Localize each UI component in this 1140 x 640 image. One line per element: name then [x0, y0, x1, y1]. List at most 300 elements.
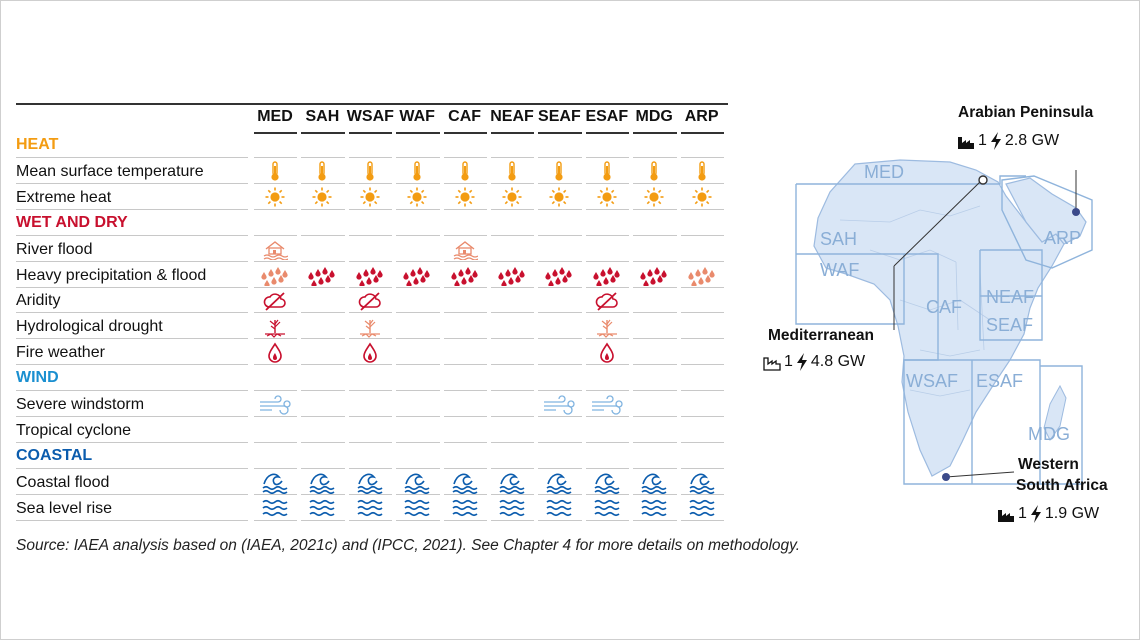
hazard-label: Mean surface temperature — [16, 162, 204, 180]
category-label: WET AND DRY — [16, 213, 128, 231]
hazard-row — [16, 418, 728, 443]
africa-region-map — [780, 150, 1120, 490]
cell-divider — [681, 364, 724, 365]
hazard-cell-med — [252, 315, 298, 338]
cell-divider — [538, 416, 581, 417]
wave-icon — [403, 470, 431, 494]
cell-divider — [491, 261, 534, 262]
hazard-cell-wsaf — [347, 264, 393, 287]
hazard-cell-esaf — [584, 419, 630, 442]
hazard-label: Tropical cyclone — [16, 421, 132, 439]
hazard-cell-seaf — [536, 419, 582, 442]
cell-divider — [633, 235, 676, 236]
cell-divider — [254, 312, 297, 313]
cell-divider — [301, 364, 344, 365]
cell-divider — [491, 520, 534, 521]
cell-divider — [633, 312, 676, 313]
raindrops-icon — [450, 264, 480, 286]
hazard-row — [16, 288, 728, 313]
dry-plant-icon — [594, 316, 620, 338]
hazard-cell-sah — [299, 497, 345, 520]
hazard-cell-esaf — [584, 238, 630, 261]
wave-icon — [688, 470, 716, 494]
sun-icon — [264, 186, 286, 208]
cell-divider — [254, 235, 297, 236]
cell-divider — [254, 390, 297, 391]
hazard-cell-caf — [442, 238, 488, 261]
cell-divider — [254, 157, 297, 158]
row-divider — [16, 235, 248, 236]
column-header-esaf: ESAF — [585, 108, 629, 125]
cell-divider — [349, 312, 392, 313]
hazard-row — [16, 392, 728, 417]
hazard-cell-waf — [394, 160, 440, 183]
hazard-cell-waf — [394, 471, 440, 494]
hazard-cell-caf — [442, 160, 488, 183]
house-flood-icon — [262, 238, 288, 260]
thermometer-icon — [269, 160, 281, 182]
row-divider — [16, 520, 248, 521]
cell-divider — [254, 416, 297, 417]
hazard-cell-sah — [299, 264, 345, 287]
callout-value-mediterranean — [762, 352, 865, 372]
sea-level-icon — [451, 497, 479, 519]
category-row — [16, 133, 728, 158]
hazard-cell-sah — [299, 289, 345, 312]
row-divider — [16, 312, 248, 313]
hazard-row — [16, 159, 728, 184]
hazard-cell-mdg — [631, 393, 677, 416]
thermometer-icon — [648, 160, 660, 182]
cell-divider — [349, 364, 392, 365]
map-label-med: MED — [864, 162, 904, 182]
hazard-label: Aridity — [16, 292, 61, 310]
hazard-cell-wsaf — [347, 341, 393, 364]
cell-divider — [538, 468, 581, 469]
reactor-count: 1 — [978, 132, 987, 149]
hazard-cell-wsaf — [347, 289, 393, 312]
hazard-label: Sea level rise — [16, 499, 113, 517]
cell-divider — [491, 416, 534, 417]
cell-divider — [254, 520, 297, 521]
hazard-label: Hydrological drought — [16, 318, 163, 336]
hazard-cell-waf — [394, 289, 440, 312]
hazard-cell-waf — [394, 497, 440, 520]
cell-divider — [491, 209, 534, 210]
cell-divider — [586, 183, 629, 184]
column-header-arp: ARP — [684, 108, 719, 125]
arabian-site-marker — [1072, 208, 1080, 216]
hazard-cell-neaf — [489, 341, 535, 364]
hazard-cell-mdg — [631, 238, 677, 261]
row-divider — [16, 364, 248, 365]
sea-level-icon — [308, 497, 336, 519]
hazard-label: Severe windstorm — [16, 396, 145, 413]
hazard-cell-seaf — [536, 471, 582, 494]
house-flood-icon — [452, 238, 478, 260]
hazard-cell-seaf — [536, 264, 582, 287]
sun-icon — [643, 186, 665, 208]
capacity-value: 1.9 GW — [1044, 505, 1100, 522]
hazard-cell-caf — [442, 471, 488, 494]
map-label-esaf: ESAF — [976, 371, 1024, 391]
cell-divider — [491, 390, 534, 391]
cell-divider — [301, 390, 344, 391]
hazard-cell-neaf — [489, 264, 535, 287]
column-header-seaf: SEAF — [538, 108, 581, 125]
hazard-cell-arp — [679, 419, 725, 442]
hazard-cell-waf — [394, 393, 440, 416]
sun-icon — [596, 186, 618, 208]
hazard-cell-sah — [299, 341, 345, 364]
category-row — [16, 366, 728, 391]
row-divider — [16, 261, 248, 262]
wind-icon — [542, 395, 576, 415]
hazard-cell-caf — [442, 497, 488, 520]
hazard-row — [16, 496, 728, 521]
column-header-med: MED — [257, 108, 293, 125]
raindrops-icon — [497, 264, 527, 286]
hazard-cell-sah — [299, 419, 345, 442]
hazard-row — [16, 340, 728, 365]
table-top-rule — [16, 103, 728, 105]
raindrops-icon — [260, 264, 290, 286]
raindrops-icon — [355, 264, 385, 286]
hazard-cell-neaf — [489, 315, 535, 338]
hazard-cell-mdg — [631, 471, 677, 494]
hazard-cell-med — [252, 393, 298, 416]
hazard-cell-caf — [442, 264, 488, 287]
flame-drop-icon — [265, 342, 285, 364]
cell-divider — [681, 468, 724, 469]
cell-divider — [538, 338, 581, 339]
cell-divider — [681, 390, 724, 391]
hazard-cell-arp — [679, 238, 725, 261]
cell-divider — [444, 312, 487, 313]
hazard-cell-caf — [442, 186, 488, 209]
cell-divider — [586, 416, 629, 417]
map-label-caf: CAF — [926, 297, 962, 317]
cell-divider — [349, 416, 392, 417]
cell-divider — [681, 520, 724, 521]
raindrops-icon — [402, 264, 432, 286]
cell-divider — [586, 209, 629, 210]
sun-icon — [311, 186, 333, 208]
cell-divider — [586, 468, 629, 469]
reactor-icon — [996, 504, 1016, 524]
hazard-cell-med — [252, 289, 298, 312]
category-label: COASTAL — [16, 446, 93, 464]
cell-divider — [444, 364, 487, 365]
cell-divider — [681, 416, 724, 417]
hazard-cell-med — [252, 471, 298, 494]
hazard-cell-arp — [679, 497, 725, 520]
cell-divider — [586, 261, 629, 262]
cell-divider — [396, 338, 439, 339]
cell-divider — [538, 390, 581, 391]
cell-divider — [586, 520, 629, 521]
column-header-mdg: MDG — [635, 108, 673, 125]
map-label-wsaf: WSAF — [906, 371, 958, 391]
hazard-cell-waf — [394, 315, 440, 338]
cell-divider — [491, 287, 534, 288]
capacity-value: 4.8 GW — [810, 353, 866, 370]
cell-divider — [349, 209, 392, 210]
sea-level-icon — [356, 497, 384, 519]
raindrops-icon — [307, 264, 337, 286]
hazard-cell-esaf — [584, 341, 630, 364]
dry-plant-icon — [262, 316, 288, 338]
hazard-cell-sah — [299, 160, 345, 183]
cell-divider — [538, 287, 581, 288]
hazard-cell-med — [252, 264, 298, 287]
hazard-cell-neaf — [489, 186, 535, 209]
cell-divider — [586, 364, 629, 365]
cell-divider — [586, 157, 629, 158]
wave-icon — [545, 470, 573, 494]
reactor-count: 1 — [1018, 505, 1027, 522]
western-sa-site-marker — [942, 473, 950, 481]
hazard-label: Extreme heat — [16, 188, 112, 206]
raindrops-icon — [592, 264, 622, 286]
hazard-cell-mdg — [631, 186, 677, 209]
hazard-cell-seaf — [536, 238, 582, 261]
cell-divider — [349, 520, 392, 521]
cell-divider — [349, 157, 392, 158]
sea-level-icon — [498, 497, 526, 519]
hazard-cell-neaf — [489, 419, 535, 442]
hazard-cell-neaf — [489, 497, 535, 520]
hazard-cell-mdg — [631, 289, 677, 312]
cell-divider — [444, 235, 487, 236]
hazard-cell-arp — [679, 289, 725, 312]
row-divider — [16, 157, 248, 158]
hazard-cell-caf — [442, 315, 488, 338]
no-rain-cloud-icon — [357, 290, 383, 312]
cell-divider — [681, 442, 724, 443]
cell-divider — [586, 312, 629, 313]
cell-divider — [396, 157, 439, 158]
hazard-cell-esaf — [584, 315, 630, 338]
cell-divider — [633, 442, 676, 443]
wave-icon — [451, 470, 479, 494]
western-sa-leader-line — [946, 472, 1014, 477]
hazard-cell-neaf — [489, 289, 535, 312]
wind-icon — [590, 395, 624, 415]
row-divider — [16, 209, 248, 210]
cell-divider — [538, 364, 581, 365]
hazard-cell-caf — [442, 289, 488, 312]
hazard-cell-sah — [299, 393, 345, 416]
cell-divider — [396, 442, 439, 443]
hazard-cell-sah — [299, 315, 345, 338]
hazard-cell-med — [252, 419, 298, 442]
hazard-cell-waf — [394, 238, 440, 261]
cell-divider — [538, 520, 581, 521]
cell-divider — [254, 261, 297, 262]
hazard-cell-mdg — [631, 419, 677, 442]
wave-icon — [498, 470, 526, 494]
sun-icon — [406, 186, 428, 208]
hazard-label: Fire weather — [16, 344, 105, 362]
cell-divider — [633, 261, 676, 262]
cell-divider — [396, 261, 439, 262]
hazard-row — [16, 470, 728, 495]
cell-divider — [491, 157, 534, 158]
hazard-cell-seaf — [536, 315, 582, 338]
wind-icon — [258, 395, 292, 415]
hazard-cell-waf — [394, 186, 440, 209]
no-rain-cloud-icon — [262, 290, 288, 312]
cell-divider — [301, 338, 344, 339]
hazard-label: River flood — [16, 240, 93, 258]
sea-level-icon — [688, 497, 716, 519]
hazard-cell-neaf — [489, 393, 535, 416]
hazard-cell-seaf — [536, 186, 582, 209]
column-header-caf: CAF — [448, 108, 482, 125]
hazard-cell-arp — [679, 160, 725, 183]
cell-divider — [633, 209, 676, 210]
cell-divider — [681, 261, 724, 262]
lightning-icon — [1029, 504, 1043, 524]
cell-divider — [681, 157, 724, 158]
row-divider — [16, 287, 248, 288]
hazard-cell-caf — [442, 341, 488, 364]
wave-icon — [593, 470, 621, 494]
cell-divider — [444, 261, 487, 262]
column-header-waf: WAF — [399, 108, 435, 125]
hazard-cell-wsaf — [347, 238, 393, 261]
cell-divider — [633, 183, 676, 184]
callout-value-western-sa — [996, 504, 1099, 524]
hazard-cell-esaf — [584, 393, 630, 416]
row-divider — [16, 416, 248, 417]
hazard-cell-seaf — [536, 341, 582, 364]
cell-divider — [444, 442, 487, 443]
callout-title-mediterranean: Mediterranean — [768, 327, 874, 344]
cell-divider — [538, 183, 581, 184]
cell-divider — [633, 157, 676, 158]
hazard-row — [16, 263, 728, 288]
hazard-cell-wsaf — [347, 186, 393, 209]
hazard-cell-esaf — [584, 264, 630, 287]
cell-divider — [396, 183, 439, 184]
hazard-cell-arp — [679, 471, 725, 494]
callout-title-arabian: Arabian Peninsula — [958, 104, 1094, 121]
cell-divider — [301, 209, 344, 210]
cell-divider — [681, 287, 724, 288]
cell-divider — [349, 287, 392, 288]
cell-divider — [254, 287, 297, 288]
callout-title-western-sa-1: Western — [1018, 456, 1079, 473]
cell-divider — [491, 183, 534, 184]
cell-divider — [681, 209, 724, 210]
hazard-cell-med — [252, 238, 298, 261]
cell-divider — [538, 312, 581, 313]
cell-divider — [633, 416, 676, 417]
category-row — [16, 211, 728, 236]
hazard-row — [16, 237, 728, 262]
row-divider — [16, 338, 248, 339]
cell-divider — [396, 287, 439, 288]
hazard-cell-neaf — [489, 238, 535, 261]
hazard-cell-neaf — [489, 160, 535, 183]
hazard-cell-esaf — [584, 186, 630, 209]
reactor-count: 1 — [784, 353, 793, 370]
cell-divider — [254, 364, 297, 365]
wave-icon — [261, 470, 289, 494]
cell-divider — [491, 235, 534, 236]
hazard-label: Heavy precipitation & flood — [16, 266, 207, 284]
cell-divider — [444, 390, 487, 391]
cell-divider — [396, 312, 439, 313]
row-divider — [16, 494, 248, 495]
raindrops-icon — [687, 264, 717, 286]
dry-plant-icon — [357, 316, 383, 338]
cell-divider — [538, 157, 581, 158]
cell-divider — [586, 390, 629, 391]
cell-divider — [444, 468, 487, 469]
hazard-cell-arp — [679, 341, 725, 364]
map-label-arp: ARP — [1044, 228, 1082, 248]
map-label-neaf: NEAF — [986, 287, 1035, 307]
cell-divider — [444, 520, 487, 521]
hazard-cell-wsaf — [347, 419, 393, 442]
hazard-cell-seaf — [536, 289, 582, 312]
hazard-cell-sah — [299, 238, 345, 261]
map-label-sah: SAH — [820, 229, 858, 249]
mediterranean-site-marker — [979, 176, 987, 184]
hazard-cell-arp — [679, 186, 725, 209]
cell-divider — [681, 235, 724, 236]
cell-divider — [396, 364, 439, 365]
row-divider — [16, 468, 248, 469]
lightning-icon — [795, 352, 809, 372]
cell-divider — [681, 183, 724, 184]
hazard-cell-arp — [679, 264, 725, 287]
cell-divider — [349, 338, 392, 339]
cell-divider — [538, 261, 581, 262]
cell-divider — [396, 390, 439, 391]
hazard-cell-mdg — [631, 264, 677, 287]
sun-icon — [359, 186, 381, 208]
hazard-cell-neaf — [489, 471, 535, 494]
sun-icon — [454, 186, 476, 208]
hazard-cell-arp — [679, 393, 725, 416]
hazard-row — [16, 185, 728, 210]
sun-icon — [501, 186, 523, 208]
sun-icon — [548, 186, 570, 208]
hazard-cell-mdg — [631, 160, 677, 183]
thermometer-icon — [364, 160, 376, 182]
cell-divider — [301, 261, 344, 262]
cell-divider — [633, 364, 676, 365]
cell-divider — [301, 157, 344, 158]
map-label-mdg: MDG — [1028, 424, 1070, 444]
cell-divider — [491, 468, 534, 469]
cell-divider — [586, 338, 629, 339]
cell-divider — [254, 209, 297, 210]
hazard-cell-waf — [394, 341, 440, 364]
cell-divider — [633, 468, 676, 469]
cell-divider — [349, 261, 392, 262]
cell-divider — [538, 442, 581, 443]
lightning-icon — [989, 131, 1003, 151]
sea-level-icon — [640, 497, 668, 519]
hazard-cell-med — [252, 497, 298, 520]
reactor-icon — [762, 352, 782, 372]
raindrops-icon — [639, 264, 669, 286]
